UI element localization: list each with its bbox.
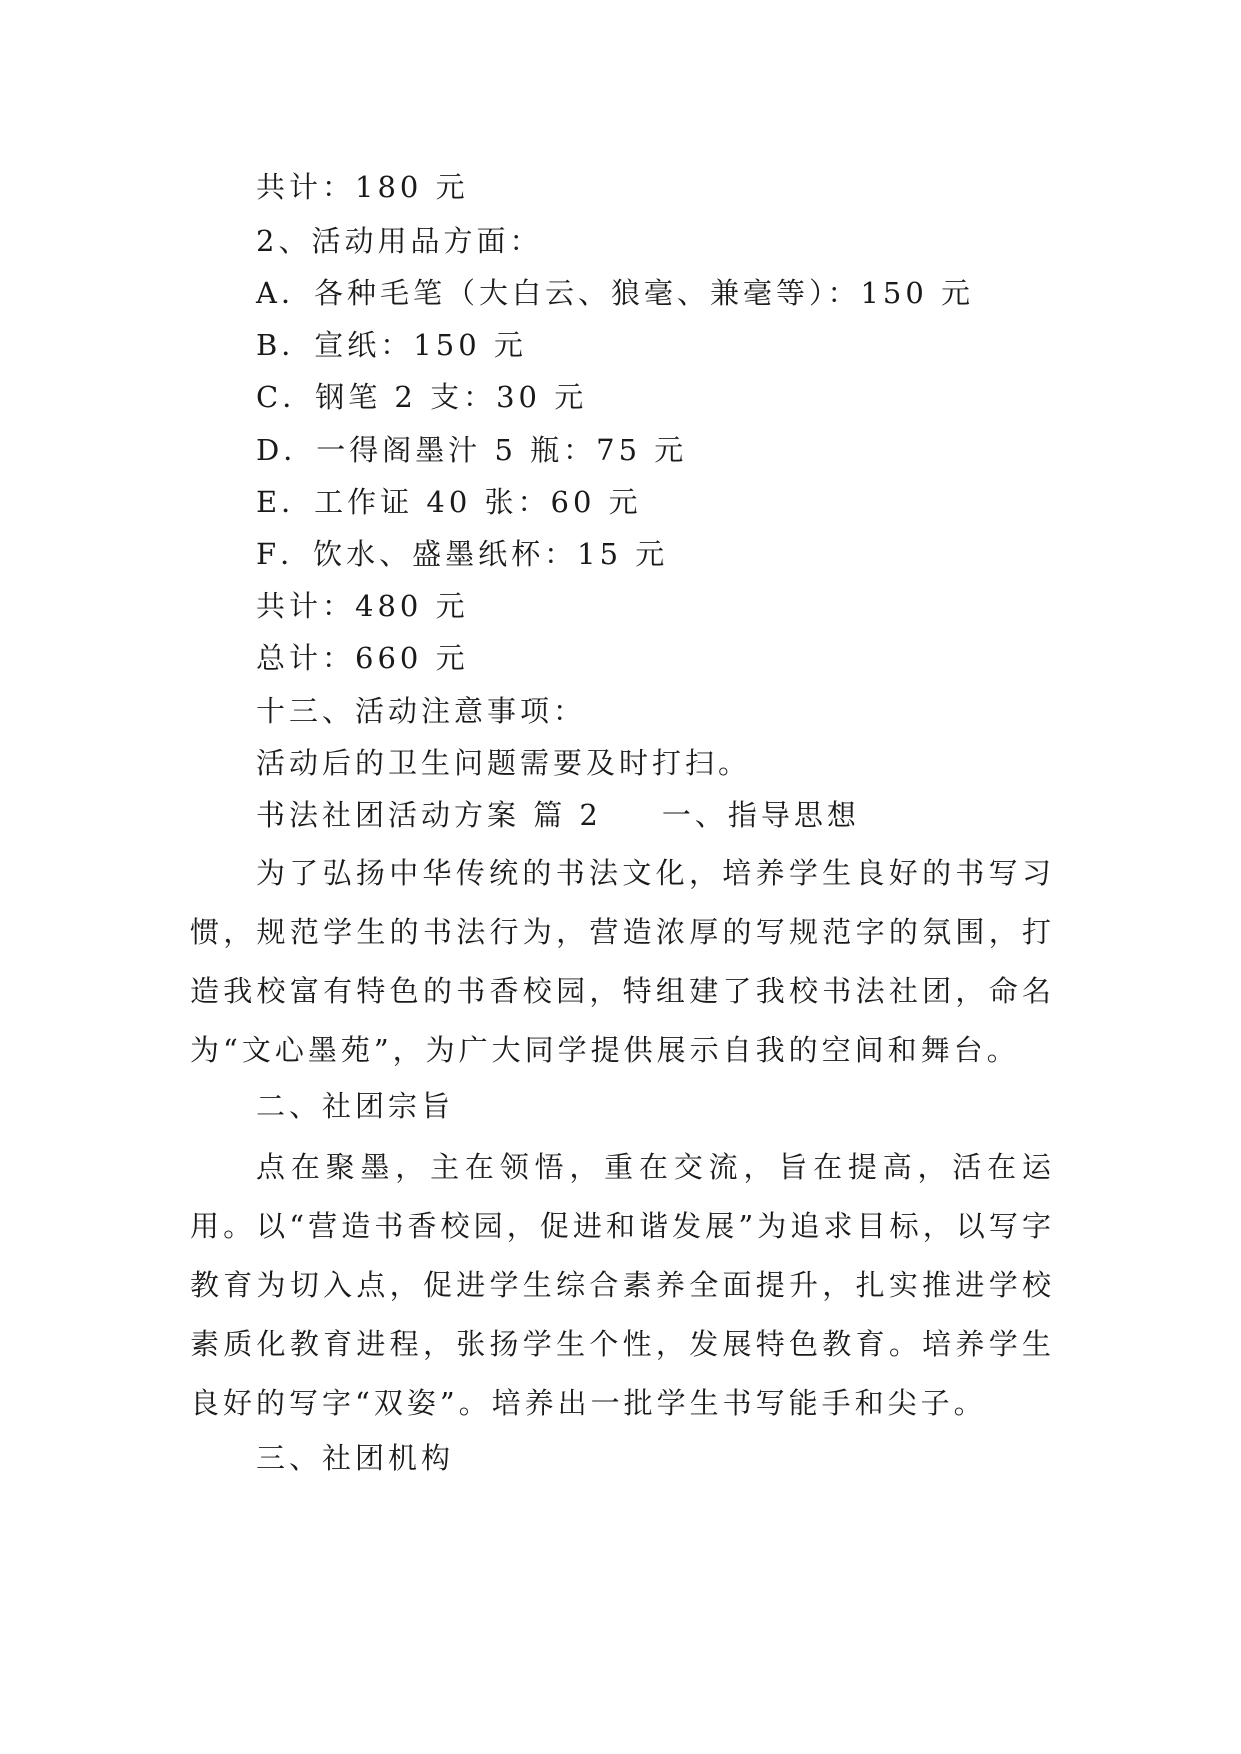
purpose-heading: 二、社团宗旨 [256,1089,455,1123]
supply-item-c: C．钢笔 2 支：30 元 [256,380,588,414]
purpose-paragraph: 点在聚墨，主在领悟，重在交流，旨在提高，活在运用。以“营造书香校园，促进和谐发展”为追求目标，以写字教育为切入点，促进学生综合素养全面提升，扎实推进学校素质化教育进程，张扬学生个性，发展特色教育。培养学生良好的写字“双姿”。培养出一批学生书写能手和尖子。 [190,1150,1055,1420]
org-heading: 三、社团机构 [256,1441,455,1475]
supply-item-d: D．一得阁墨汁 5 瓶：75 元 [256,433,688,467]
section-13-heading: 十三、活动注意事项： [256,694,587,728]
hygiene-note: 活动后的卫生问题需要及时打扫。 [256,746,752,780]
subtotal-line-1: 共计：180 元 [256,170,469,204]
guiding-heading: 一、指导思想 [661,798,860,832]
supply-item-b: B．宣纸：150 元 [256,328,527,362]
grand-total-line: 总计：660 元 [256,641,469,675]
supply-item-e: E．工作证 40 张：60 元 [256,485,642,519]
section-supplies-heading: 2、活动用品方面： [256,224,543,258]
subtotal-line-2: 共计：480 元 [256,589,469,623]
guiding-paragraph: 为了弘扬中华传统的书法文化，培养学生良好的书写习惯，规范学生的书法行为，营造浓厚的写规范字的氛围，打造我校富有特色的书香校园，特组建了我校书法社团，命名为“文心墨苑”，为广大同学提供展示自我的空间和舞台。 [190,856,1055,1067]
supply-item-f: F．饮水、盛墨纸杯：15 元 [256,537,669,571]
plan-title-line [256,795,860,835]
supply-item-a: A．各种毛笔（大白云、狼毫、兼毫等）：150 元 [256,276,975,310]
plan-title: 书法社团活动方案 篇 2 [256,798,602,832]
